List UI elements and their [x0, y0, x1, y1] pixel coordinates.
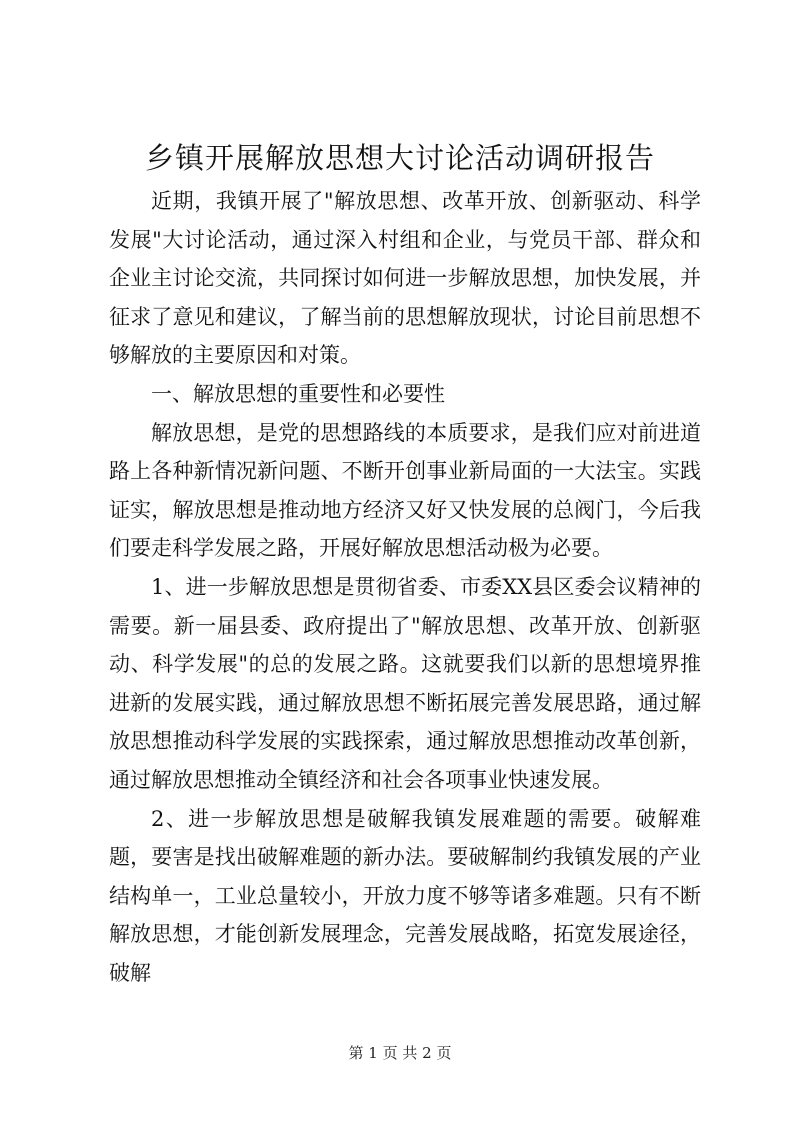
- page-footer: 第 1 页 共 2 页: [348, 1044, 452, 1062]
- document-title: 乡镇开展解放思想大讨论活动调研报告: [144, 141, 655, 175]
- document-body: [109, 182, 701, 992]
- paragraph-point-2: 2、进一步解放思想是破解我镇发展难题的需要。破解难题，要害是找出破解难题的新办法。要破解制约我镇发展的产业结构单一，工业总量较小，开放力度不够等诸多难题。只有不断解放思想，才能创新发展理念，完善发展战略，拓宽发展途径，破解: [109, 806, 701, 985]
- section-heading-1: 一、解放思想的重要性和必要性: [151, 381, 445, 406]
- paragraph-intro: 近期，我镇开展了"解放思想、改革开放、创新驱动、科学发展"大讨论活动，通过深入村组和企业，与党员干部、群众和企业主讨论交流，共同探讨如何进一步解放思想，加快发展，并征求了意见和建议，了解当前的思想解放现状，讨论目前思想不够解放的主要原因和对策。: [109, 189, 701, 368]
- paragraph-section-1: 解放思想，是党的思想路线的本质要求，是我们应对前进道路上各种新情况新问题、不断开创事业新局面的一大法宝。实践证实，解放思想是推动地方经济又好又快发展的总阀门，今后我们要走科学发展之路，开展好解放思想活动极为必要。: [109, 420, 701, 561]
- paragraph-point-1: 1、进一步解放思想是贯彻省委、市委XX县区委会议精神的需要。新一届县委、政府提出了"解放思想、改革开放、创新驱动、科学发展"的总的发展之路。这就要我们以新的思想境界推进新的发展实践，通过解放思想不断拓展完善发展思路，通过解放思想推动科学发展的实践探索，通过解放思想推动改革创新，通过解放思想推动全镇经济和社会各项事业快速发展。: [109, 574, 701, 792]
